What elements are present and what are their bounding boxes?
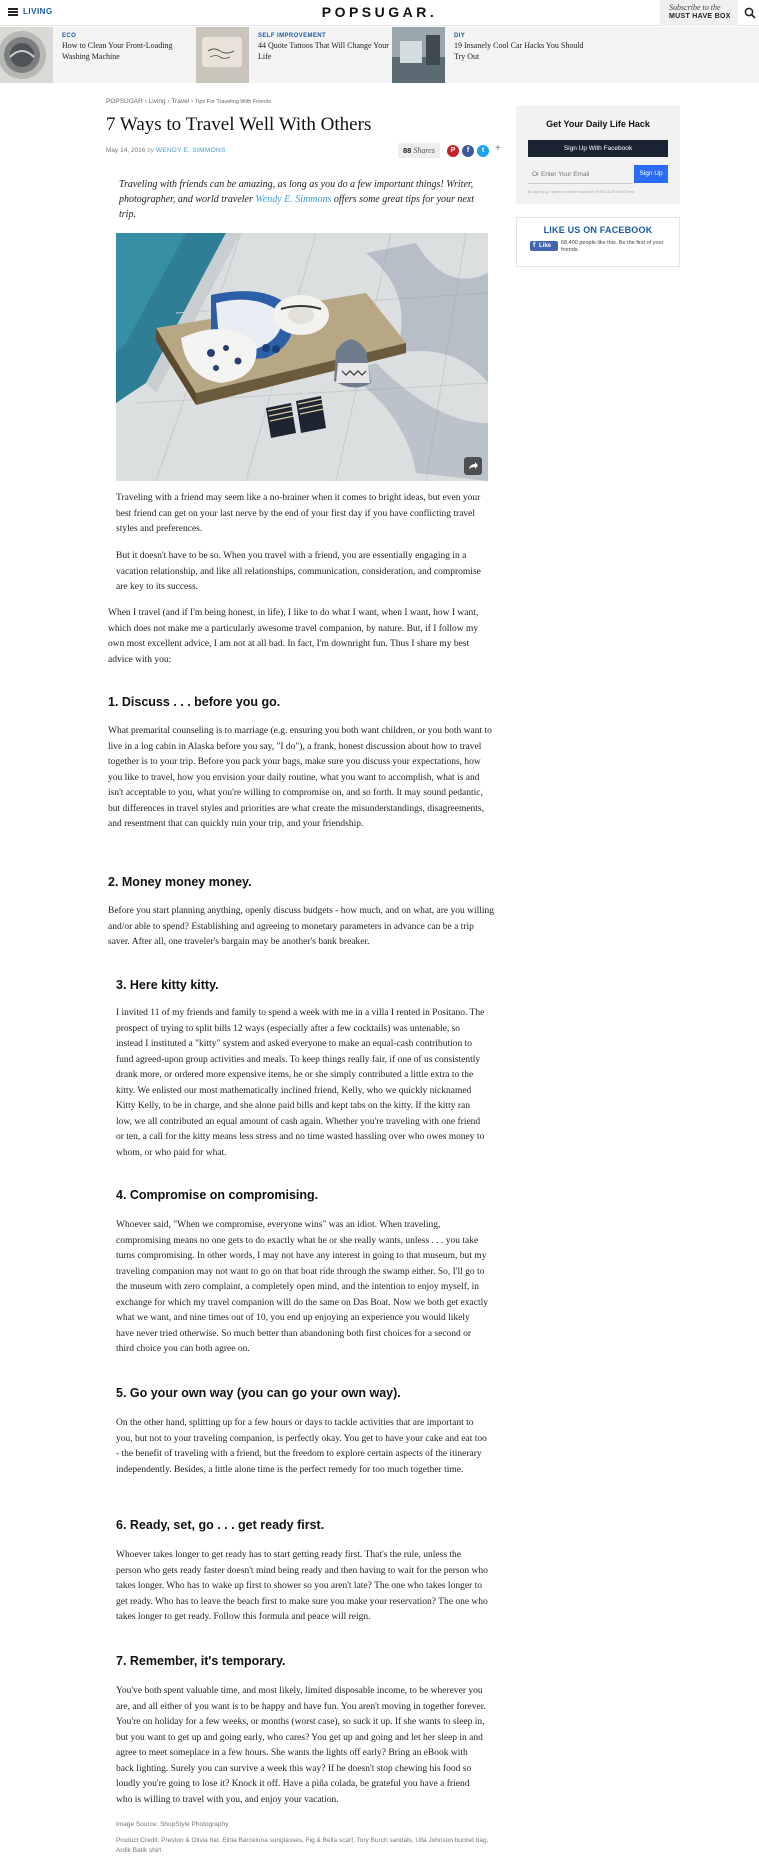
newsletter-box xyxy=(516,106,680,204)
promo-item[interactable] xyxy=(0,27,193,83)
section-heading: 5. Go your own way (you can go your own way). xyxy=(116,1386,401,1400)
promo-item[interactable] xyxy=(392,27,585,83)
input-underline xyxy=(528,183,632,184)
subscribe-line-2: MUST HAVE BOX xyxy=(669,13,731,20)
section-heading: 1. Discuss . . . before you go. xyxy=(108,695,281,709)
article-paragraph: But it doesn't have to be so. When you travel with a friend, you are essentially engaging in a vacation relationship, and like all relationships, communication, consideration, and compromise are key to its success. xyxy=(116,551,481,592)
email-input[interactable] xyxy=(528,165,632,183)
section-heading: 4. Compromise on compromising. xyxy=(116,1188,319,1202)
share-count xyxy=(398,143,440,158)
section-heading: 2. Money money money. xyxy=(108,875,252,889)
article-meta xyxy=(106,147,226,154)
author-link[interactable]: WENDY E. SIMMONS xyxy=(155,147,226,154)
byline-prefix: by xyxy=(147,147,155,154)
subscribe-promo[interactable] xyxy=(660,0,738,26)
facebook-share-icon[interactable]: f xyxy=(462,145,474,157)
promo-title: 44 Quote Tattoos That Will Change Your Life xyxy=(258,41,389,61)
intro-text-end: offers some great tips for your next trip. xyxy=(119,194,475,220)
breadcrumb xyxy=(106,98,271,105)
more-share-icon[interactable]: + xyxy=(495,143,501,154)
share-count-label: Shares xyxy=(413,146,435,155)
breadcrumb-item[interactable]: POPSUGAR xyxy=(106,98,143,105)
subscribe-line-1: Subscribe to the xyxy=(669,3,721,12)
section-body: Before you start planning anything, openly discuss budgets - how much, and on what, are you willing and/or able to spend? Establishing and agreeing to monetary parameters in advance can be a trip saver. After all, one traveler's bargain may be another's bank breaker. xyxy=(108,906,495,947)
section-body: You've both spent valuable time, and most likely, limited disposable income, to be wherever you are, and all either of you want is to be happy and have fun. You aren't moving in together forever. You're on holiday for a few weeks, or months (worst case), so suck it up. If she wants to sleep in, but you want to get up and going early, who cares? You get up and going and let her sleep in and agree to meet someplace in a few hours. She wants the lights off early? Bring an eBook with back lighting. Surely you can survive a week this way? If he doesn't stop chewing his food so loudly you're going to lose it? Knock it off. Have a piña colada, be grateful you have a friend who is willing to travel with you, and enjoy your vacation. xyxy=(116,1686,486,1805)
promo-category: DIY xyxy=(454,33,466,39)
product-credit: Product Credit: Preston & Olivia hat, Elnia Barcelona sunglasses, Fig & Bella scarf, Tory Burch sandals, Ulla Johnson bucket bag, Ardik Batik shirt xyxy=(116,1837,489,1854)
tattoo-thumbnail xyxy=(196,27,249,83)
facebook-like-title: LIKE US ON FACEBOOK xyxy=(543,225,653,235)
promo-item[interactable] xyxy=(196,27,389,83)
facebook-like-count: 68,400 people like this. Be the first of your friends. xyxy=(561,240,664,253)
share-count-value: 88 xyxy=(403,146,412,155)
section-body: Whoever said, "When we compromise, everyone wins" was an idiot. When traveling, compromising means no one gets to do exactly what he or she really wants, unless . . . you take turns compromising. In other words, I may not have any interest in going to that museum, but my traveling companion may not want to go on that boat ride through the swamp either. So, I'll go to the museum with zero complaint, a completely open mind, and the intention to enjoy myself, in exchange for which my travel companion will do the same on Das Boat. Now we both get exactly what we want, and nine times out of 10, you end up enjoying an experience you would likely have never tried otherwise. So much better than abandoning both first choices for a second or third choice you can both agree on. xyxy=(116,1220,488,1354)
share-arrow-icon xyxy=(464,457,482,475)
breadcrumb-separator: › xyxy=(190,98,194,105)
image-share-button[interactable] xyxy=(464,457,482,475)
publish-date: May 14, 2016 xyxy=(106,147,146,154)
breadcrumb-item[interactable]: Tips For Traveling With Friends xyxy=(194,99,272,105)
intro-text: Traveling with friends can be amazing, as long as you do a few important things! Writer, photographer, and world traveler xyxy=(119,179,474,205)
section-body: On the other hand, splitting up for a few hours or days to tackle activities that are important to you, but not to your traveling companion, is perfectly okay. You get to have your cake and eat too - the benefit of traveling with a friend, but the freedom to explore certain aspects of the itinerary independently. Besides, a little alone time is the perfect remedy for too much together time. xyxy=(116,1418,487,1475)
section-heading: 7. Remember, it's temporary. xyxy=(116,1654,286,1668)
promo-category: ECO xyxy=(62,33,77,39)
car-hacks-thumbnail xyxy=(392,27,445,83)
legal-text: By signing up, I agree to receive emails from POPSUGAR & the Terms xyxy=(528,190,635,194)
top-nav-bar xyxy=(0,0,759,26)
hero-image xyxy=(116,233,488,481)
section-label: LIVING xyxy=(23,7,53,16)
twitter-share-icon[interactable]: t xyxy=(477,145,489,157)
washing-machine-thumbnail xyxy=(0,27,53,83)
newsletter-title: Get Your Daily Life Hack xyxy=(546,119,650,129)
facebook-like-button[interactable]: f Like xyxy=(530,241,558,251)
article-intro xyxy=(119,177,485,222)
article-paragraph: When I travel (and if I'm being honest, in life), I like to do what I want, when I want, how I want, which does not make me a particularly awesome travel companion, by nature. But, if I follow my own most excellent advice, I am not at all bad. In fact, I'm downright fun. Thus I share my best advice with you: xyxy=(108,608,479,665)
promo-title: How to Clean Your Front-Loading Washing Machine xyxy=(62,41,173,61)
promo-title: 19 Insanely Cool Car Hacks You Should Try Out xyxy=(454,41,584,61)
article-title: 7 Ways to Travel Well With Others xyxy=(106,114,372,135)
breadcrumb-item[interactable]: Travel xyxy=(171,98,190,105)
signup-button[interactable]: Sign Up xyxy=(634,165,668,183)
search-icon[interactable] xyxy=(744,7,756,19)
promo-category: SELF IMPROVEMENT xyxy=(258,33,327,39)
section-body: What premarital counseling is to marriage (e.g. ensuring you both want children, or you both want to live in a log cabin in Alaska before you say, "I do"), a frank, honest discussion about how to travel together is to your trip. Before you pack your bags, make sure you discuss your expectations, how you like to travel, how you envision your daily routine, what you want to accomplish, what is and isn't acceptable to you, what you're willing to compromise on, and so forth. It may sound pedantic, but differences in travel styles and priorities are what create the misunderstandings, disagreements, and resentment that can quickly ruin your trip, and your friendship. xyxy=(108,726,492,829)
article-paragraph: Traveling with a friend may seem like a no-brainer when it comes to bright ideas, but even your best friend can get on your last nerve by the end of your first day if you have conflicting travel styles and preferences. xyxy=(116,493,481,534)
promo-strip xyxy=(0,27,759,83)
pinterest-share-icon[interactable]: P xyxy=(447,145,459,157)
writer-link[interactable]: Wendy E. Simmons xyxy=(255,194,332,205)
facebook-like-box xyxy=(516,217,680,267)
breadcrumb-separator: › xyxy=(167,98,170,105)
breadcrumb-separator: › xyxy=(144,98,147,105)
section-heading: 6. Ready, set, go . . . get ready first. xyxy=(116,1518,325,1532)
section-body: Whoever takes longer to get ready has to start getting ready first. That's the rule, unless the person who gets ready faster doesn't mind being ready and then having to wait for the person who takes longer. Who has to wake up first to shower so you aren't late? The one who takes longer to get ready. Who has to leave the beach first to make sure you make your reservation? The one who takes longer to get ready. Follow this formula and peace will reign. xyxy=(116,1550,488,1622)
facebook-signup-button[interactable]: Sign Up With Facebook xyxy=(528,140,668,157)
section-heading: 3. Here kitty kitty. xyxy=(116,978,219,992)
site-logo[interactable]: POPSUGAR. xyxy=(321,4,438,20)
image-source: Image Source: ShopStyle Photography xyxy=(116,1821,229,1828)
section-body: I invited 11 of my friends and family to spend a week with me in a villa I rented in Positano. The prospect of trying to split bills 12 ways (especially after a few cocktails) was untenable, so instead I instituted a "kitty" system and asked everyone to make an equal-cash contribution to fund agreed-upon group activities and meals. To keep things really fair, if one of us consistently drank more, or ordered more expensive items, he or she simply contributed a little extra to the kitty. We enlisted our most mathematically inclined friend, Kelly, who we quickly nicknamed Kitty Kelly, to be in charge, and she alone paid bills and kept tabs on the kitty. If the kitty ran low, we all contributed an equal amount of cash again. Whether you're traveling with one friend or ten, a call for the kitty means less stress and no time wasted hassling over who owes money to whom, or who paid for what. xyxy=(116,1008,485,1158)
breadcrumb-item[interactable]: Living xyxy=(148,98,166,105)
